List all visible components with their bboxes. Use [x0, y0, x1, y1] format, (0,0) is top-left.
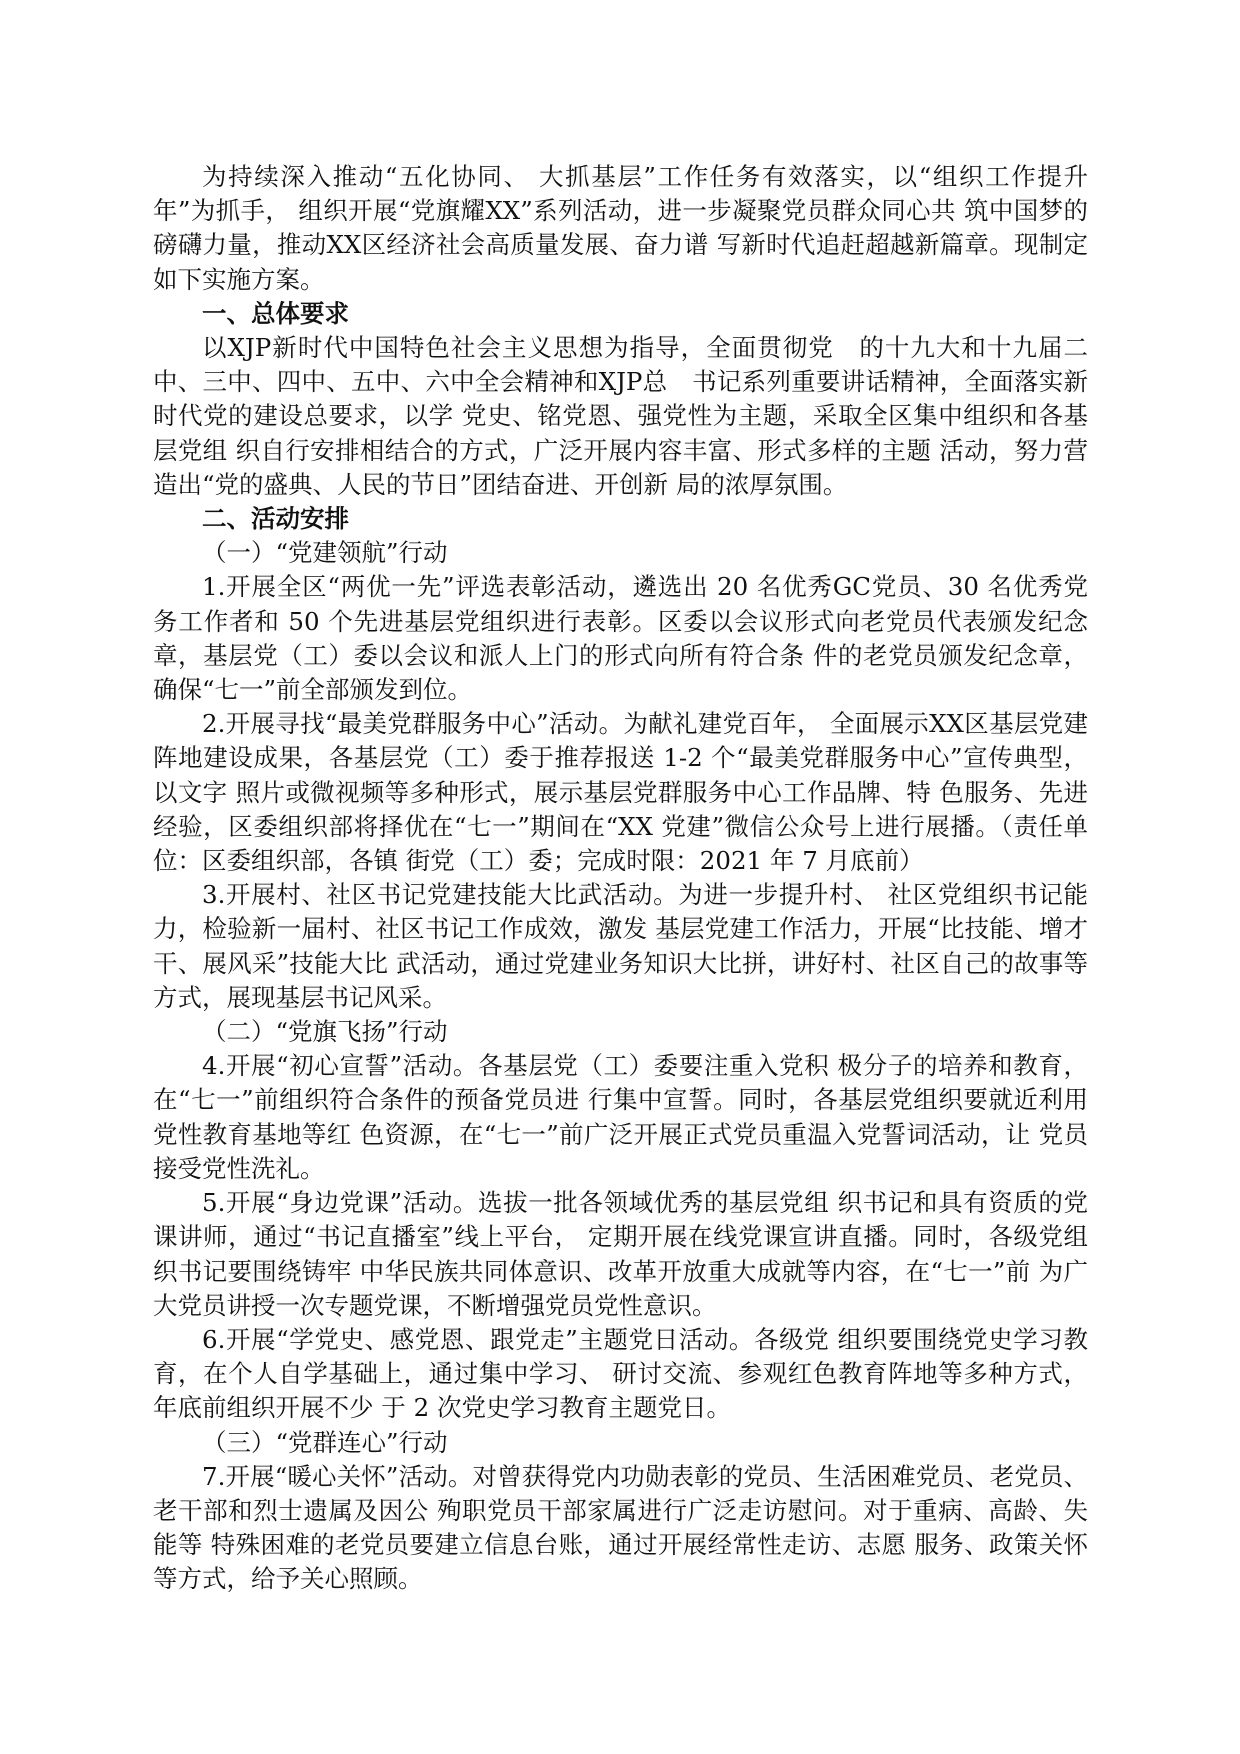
section-heading-overall-requirements: 一、总体要求 — [202, 298, 349, 328]
item-5-paragraph: 5.开展“身边党课”活动。选拔一批各领域优秀的基层党组 织书记和具有资质的党课讲师，通过“书记直播室”线上平台， 定期开展在线党课宣讲直播。同时，各级党组织书记要围绕铸牢 中华民族共同体意识、改革开放重大成就等内容，在“七一”前 为广大党员讲授一次专题党课，不断增强党员党性意识。 — [153, 1188, 1088, 1320]
item-4-paragraph: 4.开展“初心宣誓”活动。各基层党（工）委要注重入党积 极分子的培养和教育，在“七一”前组织符合条件的预备党员进 行集中宣誓。同时，各基层党组织要就近利用党性教育基地等红 色资源，在“七一”前广泛开展正式党员重温入党誓词活动，让 党员接受党性洗礼。 — [153, 1051, 1088, 1183]
item-2-paragraph: 2.开展寻找“最美党群服务中心”活动。为献礼建党百年， 全面展示XX区基层党建阵地建设成果，各基层党（工）委于推荐报送 1-2 个“最美党群服务中心”宣传典型，以文字 照片或微视频等多种形式，展示基层党群服务中心工作品牌、特 色服务、先进经验，区委组织部将择优在“七一”期间在“XX 党建”微信公众号上进行展播。（责任单位：区委组织部，各镇 街党（工）委；完成时限：2021 年 7 月底前） — [153, 709, 1088, 876]
document-page — [153, 160, 1088, 1597]
overall-requirements-paragraph: 以XJP新时代中国特色社会主义思想为指导，全面贯彻党 的十九大和十九届二中、三中、四中、五中、六中全会精神和XJP总 书记系列重要讲话精神，全面落实新时代党的建设总要求，以学 党史、铭党恩、强党性为主题，采取全区集中组织和各基层党组 织自行安排相结合的方式，广泛开展内容丰富、形式多样的主题 活动，努力营造出“党的盛典、人民的节日”团结奋进、开创新 局的浓厚氛围。 — [153, 333, 1088, 499]
item-3-paragraph: 3.开展村、社区书记党建技能大比武活动。为进一步提升村、 社区党组织书记能力，检验新一届村、社区书记工作成效，激发 基层党建工作活力，开展“比技能、增才干、展风采”技能大比 武活动，通过党建业务知识大比拼，讲好村、社区自己的故事等 方式，展现基层书记风采。 — [153, 880, 1088, 1012]
subheading-party-masses-connected: （三）“党群连心”行动 — [202, 1427, 448, 1457]
item-1-paragraph: 1.开展全区“两优一先”评选表彰活动，遴选出 20 名优秀GC党员、30 名优秀党 务工作者和 50 个先进基层党组织进行表彰。区委以会议形式向老党员代表颁发纪念章，基层党（工）委以会议和派人上门的形式向所有符合条 件的老党员颁发纪念章，确保“七一”前全部颁发到位。 — [153, 572, 1088, 705]
item-7-paragraph: 7.开展“暖心关怀”活动。对曾获得党内功勋表彰的党员、生活困难党员、老党员、老干部和烈士遗属及因公 殉职党员干部家属进行广泛走访慰问。对于重病、高龄、失能等 特殊困难的老党员要建立信息台账，通过开展经常性走访、志愿 服务、政策关怀等方式，给予关心照顾。 — [153, 1461, 1088, 1594]
subheading-party-flag-flying: （二）“党旗飞扬”行动 — [202, 1017, 448, 1047]
subheading-party-building-leading: （一）“党建领航”行动 — [202, 538, 448, 568]
intro-paragraph: 为持续深入推动“五化协同、 大抓基层”工作任务有效落实，以“组织工作提升年”为抓手， 组织开展“党旗耀XX”系列活动，进一步凝聚党员群众同心共 筑中国梦的磅礴力量，推动XX区经济社会高质量发展、奋力谱 写新时代追赶超越新篇章。现制定如下实施方案。 — [153, 162, 1088, 294]
section-heading-activity-arrangement: 二、活动安排 — [202, 504, 349, 534]
item-6-paragraph: 6.开展“学党史、感党恩、跟党走”主题党日活动。各级党 组织要围绕党史学习教育，在个人自学基础上，通过集中学习、 研讨交流、参观红色教育阵地等多种方式，年底前组织开展不少 于 2 次党史学习教育主题党日。 — [153, 1324, 1088, 1423]
